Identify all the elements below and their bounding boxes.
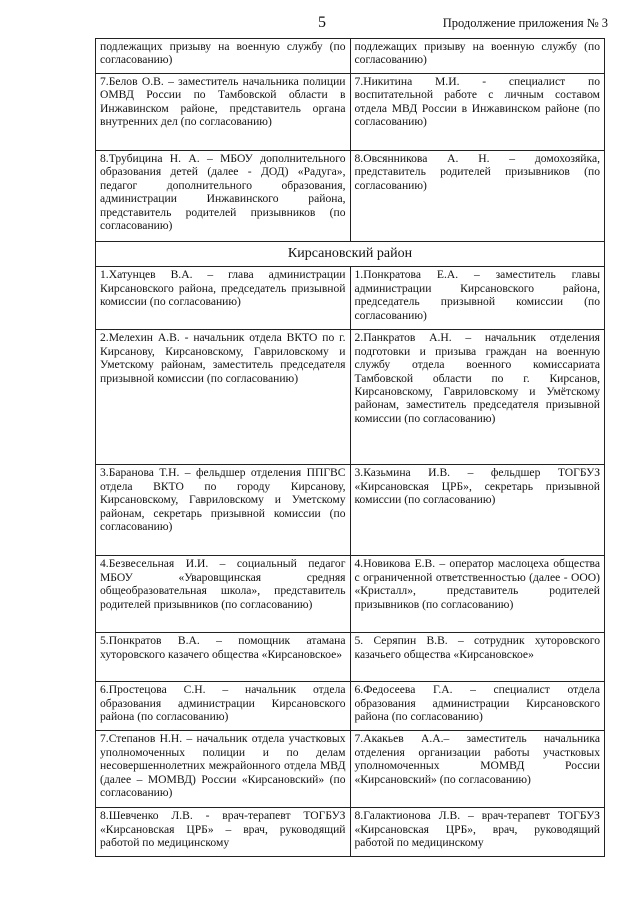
section-row bbox=[96, 242, 605, 267]
cell-right: 1.Понкратова Е.А. – заместитель главы администрации Кирсановского района, председатель призывной комиссии (по согласованию) bbox=[350, 267, 605, 330]
cell-left: 5.Понкратов В.А. – помощник атамана хуторовского казачего общества «Кирсановское» bbox=[96, 633, 351, 682]
cell-left: 3.Баранова Т.Н. – фельдшер отделения ППГВС отдела ВКТО по городу Кирсанову, Кирсановскому, Гавриловскому и Уметскому районам, секретарь призывной комиссии (по согласованию) bbox=[96, 465, 351, 556]
table-row bbox=[96, 682, 605, 731]
cell-left: подлежащих призыву на военную службу (по согласованию) bbox=[96, 39, 351, 74]
table-row bbox=[96, 74, 605, 151]
cell-right: 7.Акакьев А.А.– заместитель начальника отделения организации работы участковых уполномоченных МОМВД России «Кирсановский» (по согласованию) bbox=[350, 731, 605, 808]
table-row bbox=[96, 556, 605, 633]
cell-right: 6.Федосеева Г.А. – специалист отдела образования администрации Кирсановского района (по согласованию) bbox=[350, 682, 605, 731]
table-row bbox=[96, 330, 605, 465]
continuation-header: Продолжение приложения № 3 bbox=[442, 16, 608, 30]
table-row bbox=[96, 731, 605, 808]
commission-table bbox=[95, 38, 605, 857]
cell-right: 5. Серяпин В.В. – сотрудник хуторовского казачьего общества «Кирсановское» bbox=[350, 633, 605, 682]
cell-right: 3.Казьмина И.В. – фельдшер ТОГБУЗ «Кирсановская ЦРБ», секретарь призывной комиссии (по согласованию) bbox=[350, 465, 605, 556]
cell-left: 8.Трубицина Н. А. – МБОУ дополнительного образования детей (далее - ДОД) «Радуга», педагог дополнительного образования, администрации Инжавинского района, представитель родителей призывников (по согласованию) bbox=[96, 151, 351, 242]
cell-left: 7.Степанов Н.Н. – начальник отдела участковых уполномоченных полиции и по делам несовершеннолетних межрайонного отдела МВД (далее – МОМВД) России «Кирсановский» (по согласованию) bbox=[96, 731, 351, 808]
cell-right: 7.Никитина М.И. - специалист по воспитательной работе с личным составом отдела МВД России в Инжавинском районе (по согласованию) bbox=[350, 74, 605, 151]
table-row bbox=[96, 267, 605, 330]
section-title: Кирсановский район bbox=[96, 242, 605, 267]
cell-right: 8.Овсянникова А. Н. – домохозяйка, представитель родителей призывников (по согласованию) bbox=[350, 151, 605, 242]
cell-left: 7.Белов О.В. – заместитель начальника полиции ОМВД России по Тамбовской области в Инжавинском районе, представитель органа внутренних дел (по согласованию) bbox=[96, 74, 351, 151]
page-number: 5 bbox=[318, 14, 326, 31]
cell-left: 2.Мелехин А.В. - начальник отдела ВКТО по г. Кирсанову, Кирсановскому, Гавриловскому и Уметскому районам, заместитель председателя призывной комиссии (по согласованию) bbox=[96, 330, 351, 465]
cell-right: 4.Новикова Е.В. – оператор маслоцеха общества с ограниченной ответственностью (далее - ООО) «Кристалл», представитель родителей призывников (по согласованию) bbox=[350, 556, 605, 633]
table-row bbox=[96, 465, 605, 556]
table-row bbox=[96, 151, 605, 242]
cell-left: 1.Хатунцев В.А. – глава администрации Кирсановского района, председатель призывной комиссии (по согласованию) bbox=[96, 267, 351, 330]
table-row bbox=[96, 633, 605, 682]
cell-right: 2.Панкратов А.Н. – начальник отделения подготовки и призыва граждан на военную службу отдела военного комиссариата Тамбовской области по г. Кирсанов, Кирсановскому, Гавриловскому и Умётскому районам, заместитель председателя призывной комиссии (по согласованию) bbox=[350, 330, 605, 465]
table-row bbox=[96, 808, 605, 857]
table-row bbox=[96, 39, 605, 74]
cell-left: 4.Безвесельная И.И. – социальный педагог МБОУ «Уваровщинская средняя общеобразовательная школа», представитель родителей призывников (по согласованию) bbox=[96, 556, 351, 633]
cell-right: подлежащих призыву на военную службу (по согласованию) bbox=[350, 39, 605, 74]
cell-left: 6.Простецова С.Н. – начальник отдела образования администрации Кирсановского района (по согласованию) bbox=[96, 682, 351, 731]
cell-right: 8.Галактионова Л.В. – врач-терапевт ТОГБУЗ «Кирсановская ЦРБ», врач, руководящий работой по медицинскому bbox=[350, 808, 605, 857]
cell-left: 8.Шевченко Л.В. - врач-терапевт ТОГБУЗ «Кирсановская ЦРБ» – врач, руководящий работой по медицинскому bbox=[96, 808, 351, 857]
